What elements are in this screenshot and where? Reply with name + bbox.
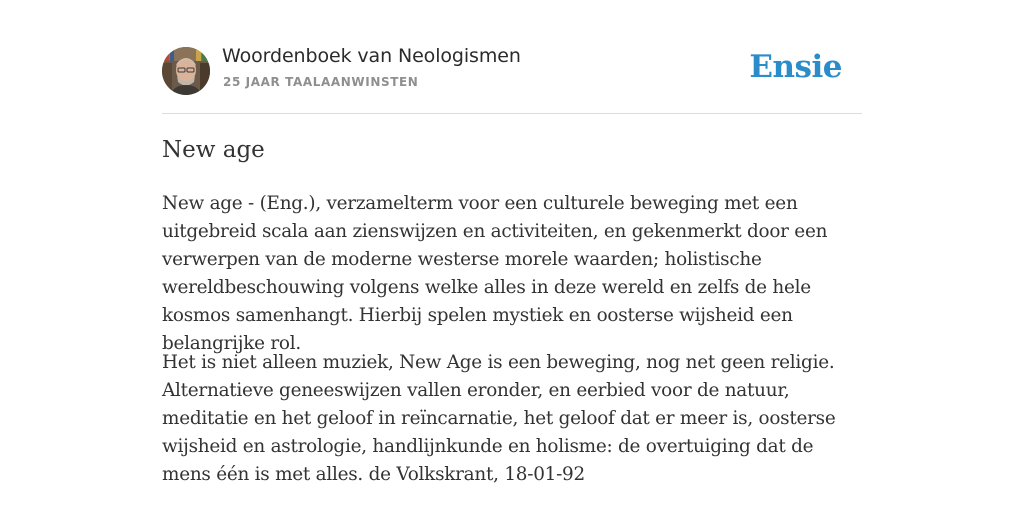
- quotation-paragraph: Het is niet alleen muziek, New Age is een beweging, nog net geen religie. Alternatieve geneeswijzen vallen eronder, en eerbied voor de natuur, meditatie en het geloof in reïncarnatie, het geloof dat er meer is, oosterse wijsheid en astrologie, handlijnkunde en holisme: de overtuiging dat de mens één is met alles. de Volkskrant, 18-01-92: [162, 352, 836, 485]
- entry-card: [162, 0, 862, 485]
- author-portrait-icon: [162, 47, 210, 95]
- entry-header: [162, 0, 862, 114]
- page-title: New age: [162, 137, 265, 163]
- definition-paragraph: New age - (Eng.), verzamelterm voor een culturele beweging met een uitgebreid scala aan zienswijzen en activiteiten, en gekenmerkt door een verwerpen van de moderne westerse morele waarden; holistische wereldbeschouwing volgens welke alles in deze wereld en zelfs de hele kosmos samenhangt. Hierbij spelen mystiek en oosterse wijsheid een belangrijke rol.: [162, 193, 828, 354]
- brand-logo[interactable]: Ensie: [749, 49, 842, 85]
- source-title[interactable]: Woordenboek van Neologismen: [222, 45, 521, 67]
- avatar[interactable]: [162, 47, 210, 95]
- source-subtitle: 25 JAAR TAALAANWINSTEN: [223, 75, 419, 89]
